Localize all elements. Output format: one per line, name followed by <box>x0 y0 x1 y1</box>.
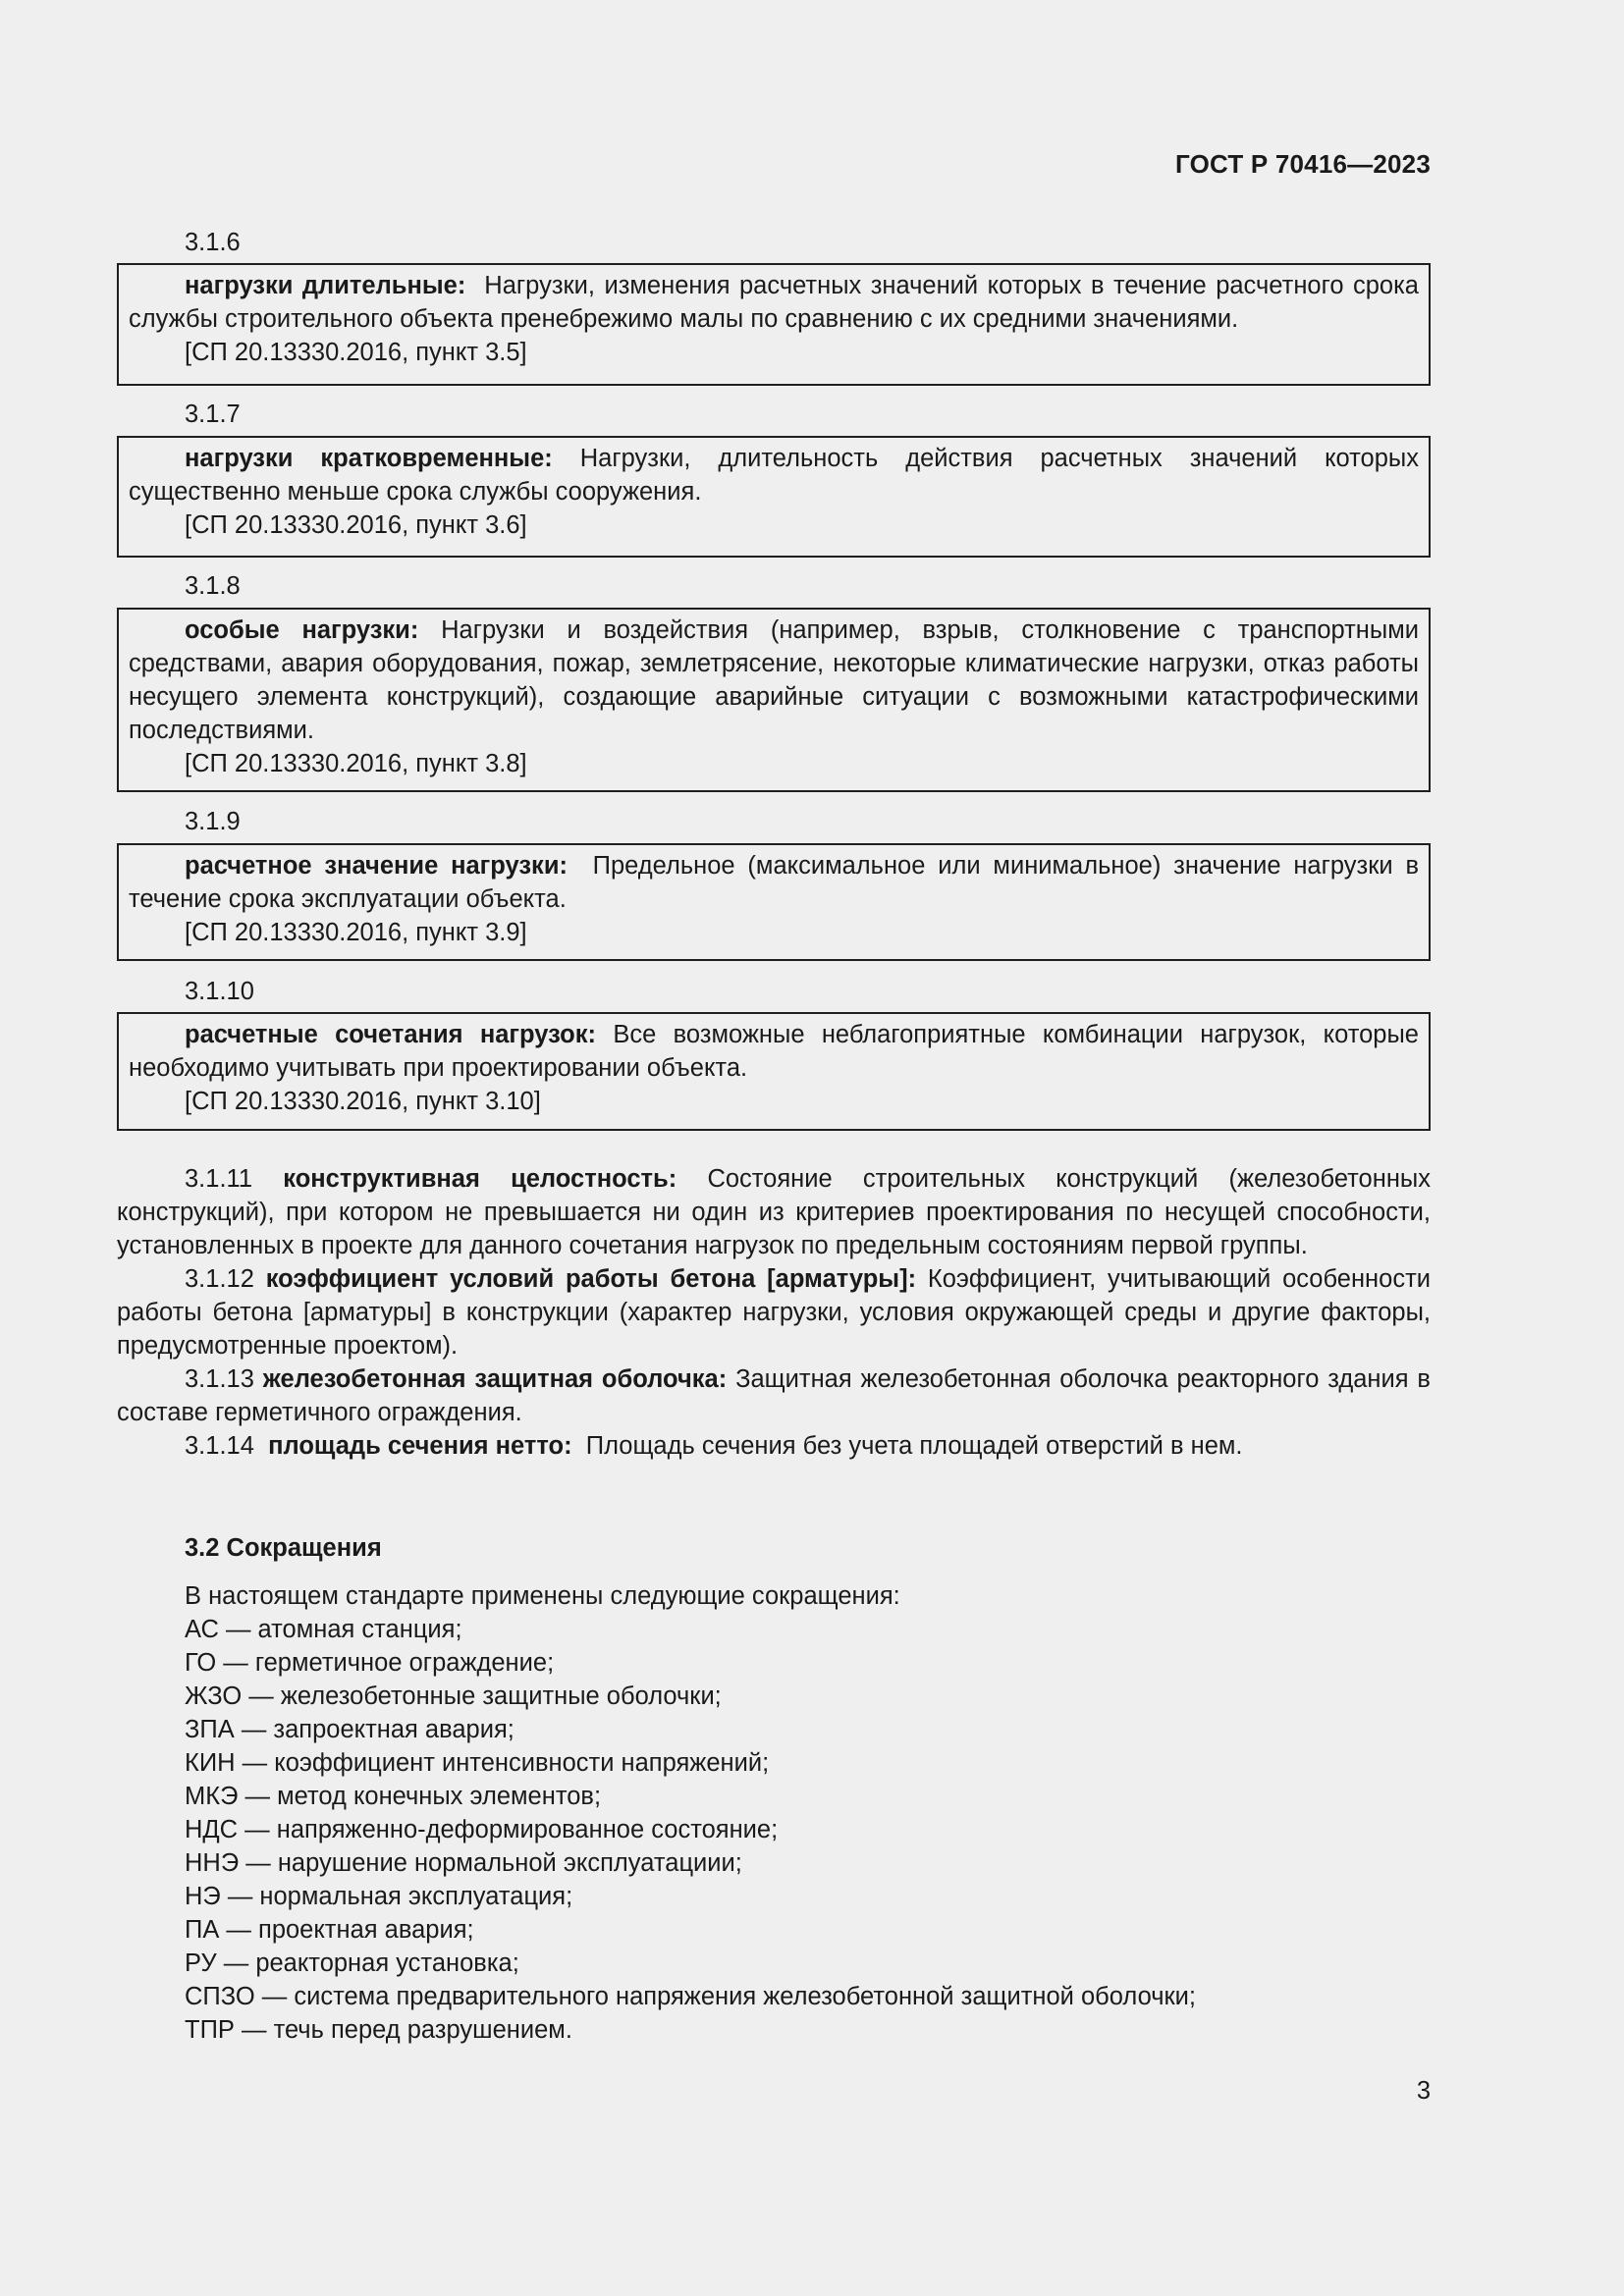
definition-paragraph <box>117 1262 1431 1362</box>
term-definition <box>129 849 1419 916</box>
definition-number: 3.1.14 <box>185 1432 254 1460</box>
term-number: 3.1.10 <box>185 978 254 1005</box>
definition-paragraph <box>117 1362 1431 1429</box>
term-source: [СП 20.13330.2016, пункт 3.8] <box>185 750 527 777</box>
abbreviation-item: ПА — проектная авария; <box>185 1916 474 1944</box>
definition-term: железобетонная защитная оболочка: <box>262 1365 728 1393</box>
abbreviation-item: СПЗО — система предварительного напряжения железобетонной защитной оболочки; <box>185 1983 1196 2010</box>
definitions-block <box>117 1162 1431 1463</box>
definition-number: 3.1.12 <box>185 1265 254 1293</box>
term-source: [СП 20.13330.2016, пункт 3.9] <box>185 919 527 946</box>
definition-term: площадь сечения нетто: <box>268 1432 572 1460</box>
abbreviation-item: НЭ — нормальная эксплуатация; <box>185 1883 573 1910</box>
abbreviations-list <box>185 1579 1431 2047</box>
definition-term: конструктивная целостность: <box>283 1165 677 1193</box>
term-name: особые нагрузки: <box>185 616 419 644</box>
abbreviation-item: КИН — коэффициент интенсивности напряжений; <box>185 1749 770 1777</box>
definition-text: Защитная железобетонная оболочка реакторного здания в составе герметичного ограждения. <box>117 1365 1431 1426</box>
definition-paragraph <box>117 1429 1431 1463</box>
term-name: расчетное значение нагрузки: <box>185 852 568 880</box>
term-name: расчетные сочетания нагрузок: <box>185 1021 596 1048</box>
definition-text: Состояние строительных конструкций (железобетонных конструкций), при котором не превышается ни один из критериев проектирования по несущей способности, установленных в проекте для данного сочетания нагрузок по предельным состояниям первой группы. <box>117 1165 1431 1259</box>
term-box <box>117 436 1431 558</box>
term-number: 3.1.9 <box>185 808 241 835</box>
abbreviation-item: ЗПА — запроектная авария; <box>185 1716 514 1743</box>
term-text: Нагрузки, длительность действия расчетных значений которых существенно меньше срока службы сооружения. <box>129 445 1419 506</box>
term-text: Нагрузки, изменения расчетных значений которых в течение расчетного срока службы строительного объекта пренебрежимо малы по сравнению с их средними значениями. <box>129 272 1419 333</box>
definition-paragraph <box>117 1162 1431 1262</box>
definition-text: Площадь сечения без учета площадей отверстий в нем. <box>585 1432 1243 1460</box>
abbreviation-item: МКЭ — метод конечных элементов; <box>185 1783 602 1810</box>
abbreviation-item: ТПР — течь перед разрушением. <box>185 2016 572 2044</box>
term-definition <box>129 614 1419 747</box>
definition-text: Коэффициент, учитывающий особенности работы бетона [арматуры] в конструкции (характер нагрузки, условия окружающей среды и другие факторы, предусмотренные проектом). <box>117 1265 1431 1360</box>
term-name: нагрузки длительные: <box>185 272 466 299</box>
abbreviation-item: ГО — герметичное ограждение; <box>185 1649 555 1677</box>
term-box <box>117 1012 1431 1131</box>
term-box <box>117 263 1431 386</box>
abbreviation-item: НДС — напряженно-деформированное состояние; <box>185 1816 779 1843</box>
abbreviations-intro: В настоящем стандарте применены следующие сокращения: <box>185 1582 900 1610</box>
abbreviation-item: АС — атомная станция; <box>185 1616 462 1643</box>
term-text: Нагрузки и воздействия (например, взрыв, столкновение с транспортными средствами, авария оборудования, пожар, землетрясение, некоторые климатические нагрузки, отказ работы несущего элемента конструкций), создающие аварийные ситуации с возможными катастрофическими последствиями. <box>129 616 1419 744</box>
term-number: 3.1.8 <box>185 572 241 600</box>
term-name: нагрузки кратковременные: <box>185 445 553 472</box>
term-box <box>117 608 1431 792</box>
term-number: 3.1.7 <box>185 400 241 428</box>
section-title: 3.2 Сокращения <box>185 1534 382 1562</box>
term-box <box>117 843 1431 961</box>
page-number: 3 <box>1416 2077 1431 2105</box>
definition-number: 3.1.11 <box>185 1165 253 1193</box>
term-definition <box>129 1018 1419 1085</box>
definition-term: коэффициент условий работы бетона [арматуры]: <box>265 1265 917 1293</box>
term-text: Все возможные неблагоприятные комбинации нагрузок, которые необходимо учитывать при проектировании объекта. <box>129 1021 1419 1082</box>
abbreviation-item: РУ — реакторная установка; <box>185 1949 519 1977</box>
term-definition <box>129 442 1419 508</box>
term-text: Предельное (максимальное или минимальное) значение нагрузки в течение срока эксплуатации объекта. <box>129 852 1420 913</box>
term-source: [СП 20.13330.2016, пункт 3.10] <box>185 1088 541 1115</box>
definition-number: 3.1.13 <box>185 1365 254 1393</box>
abbreviation-item: ЖЗО — железобетонные защитные оболочки; <box>185 1682 722 1710</box>
term-definition <box>129 269 1419 336</box>
standard-designation: ГОСТ Р 70416—2023 <box>1175 149 1431 179</box>
term-number: 3.1.6 <box>185 229 241 256</box>
term-source: [СП 20.13330.2016, пункт 3.6] <box>185 511 527 539</box>
term-source: [СП 20.13330.2016, пункт 3.5] <box>185 339 527 366</box>
abbreviation-item: ННЭ — нарушение нормальной эксплуатациии; <box>185 1849 742 1877</box>
